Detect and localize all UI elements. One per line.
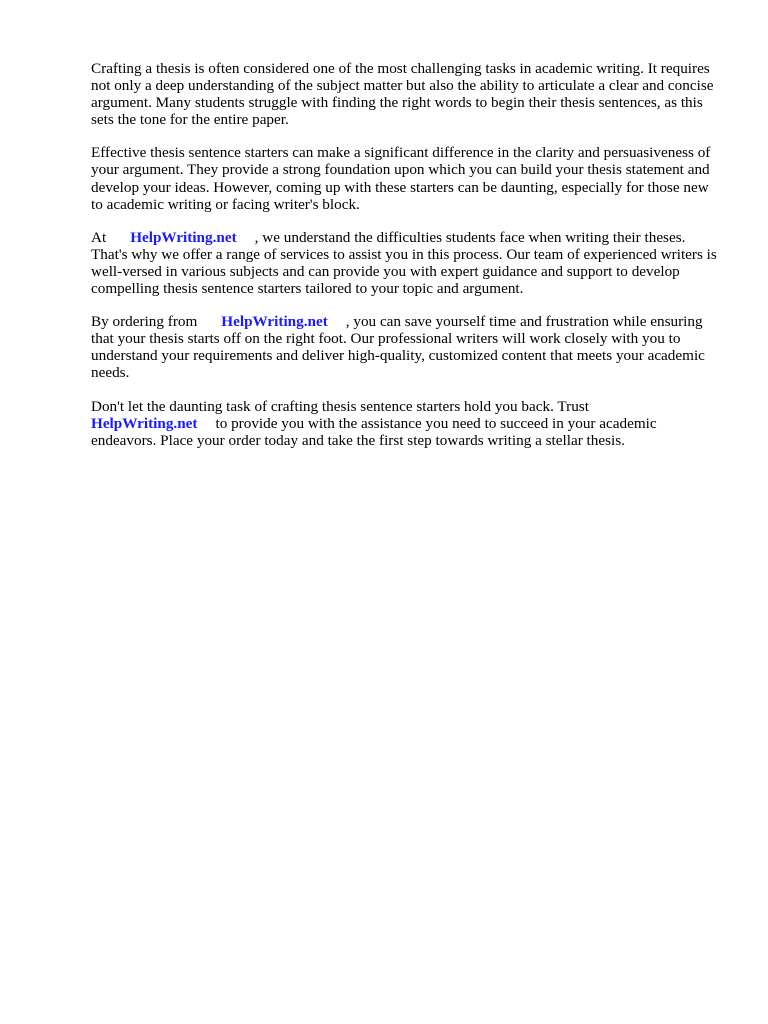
helpwriting-link[interactable]: HelpWriting.net	[221, 313, 328, 331]
paragraph-ordering-lead: By ordering from	[91, 313, 198, 331]
document-body	[91, 60, 723, 465]
paragraph-intro	[91, 60, 723, 128]
paragraph-starters-text: Effective thesis sentence starters can make a significant difference in the clarity and persuasiveness of your argument. They provide a strong foundation upon which you can build your thesis statement and develop your ideas. However, coming up with these starters can be daunting, especially for those new to academic writing or facing writer's block.	[91, 144, 711, 213]
paragraph-call-to-action-lead: Don't let the daunting task of crafting thesis sentence starters hold you back. Trust	[91, 397, 589, 415]
paragraph-ordering-text: , you can save yourself time and frustration while ensuring that your thesis starts off on the right foot. Our professional writers will work closely with you to understand your requirements and deliver high-quality, customized content that meets your academic needs.	[91, 313, 705, 382]
paragraph-services-text: , we understand the difficulties students face when writing their theses. That's why we offer a range of services to assist you in this process. Our team of experienced writers is well-versed in various subjects and can provide you with expert guidance and support to develop compelling thesis sentence starters tailored to your topic and argument.	[91, 228, 717, 298]
paragraph-services	[91, 229, 723, 297]
helpwriting-link[interactable]: HelpWriting.net	[130, 228, 237, 246]
paragraph-starters	[91, 144, 723, 212]
paragraph-ordering	[91, 313, 723, 381]
paragraph-call-to-action-text: to provide you with the assistance you need to succeed in your academic endeavors. Place your order today and take the first step towards writing a stellar thesis.	[91, 414, 657, 449]
helpwriting-link[interactable]: HelpWriting.net	[91, 414, 198, 432]
paragraph-intro-text: Crafting a thesis is often considered one of the most challenging tasks in academic writing. It requires not only a deep understanding of the subject matter but also the ability to articulate a clear and concise argument. Many students struggle with finding the right words to begin their thesis sentences, as this sets the tone for the entire paper.	[91, 60, 714, 129]
paragraph-services-lead: At	[91, 228, 107, 246]
paragraph-call-to-action	[91, 398, 723, 449]
